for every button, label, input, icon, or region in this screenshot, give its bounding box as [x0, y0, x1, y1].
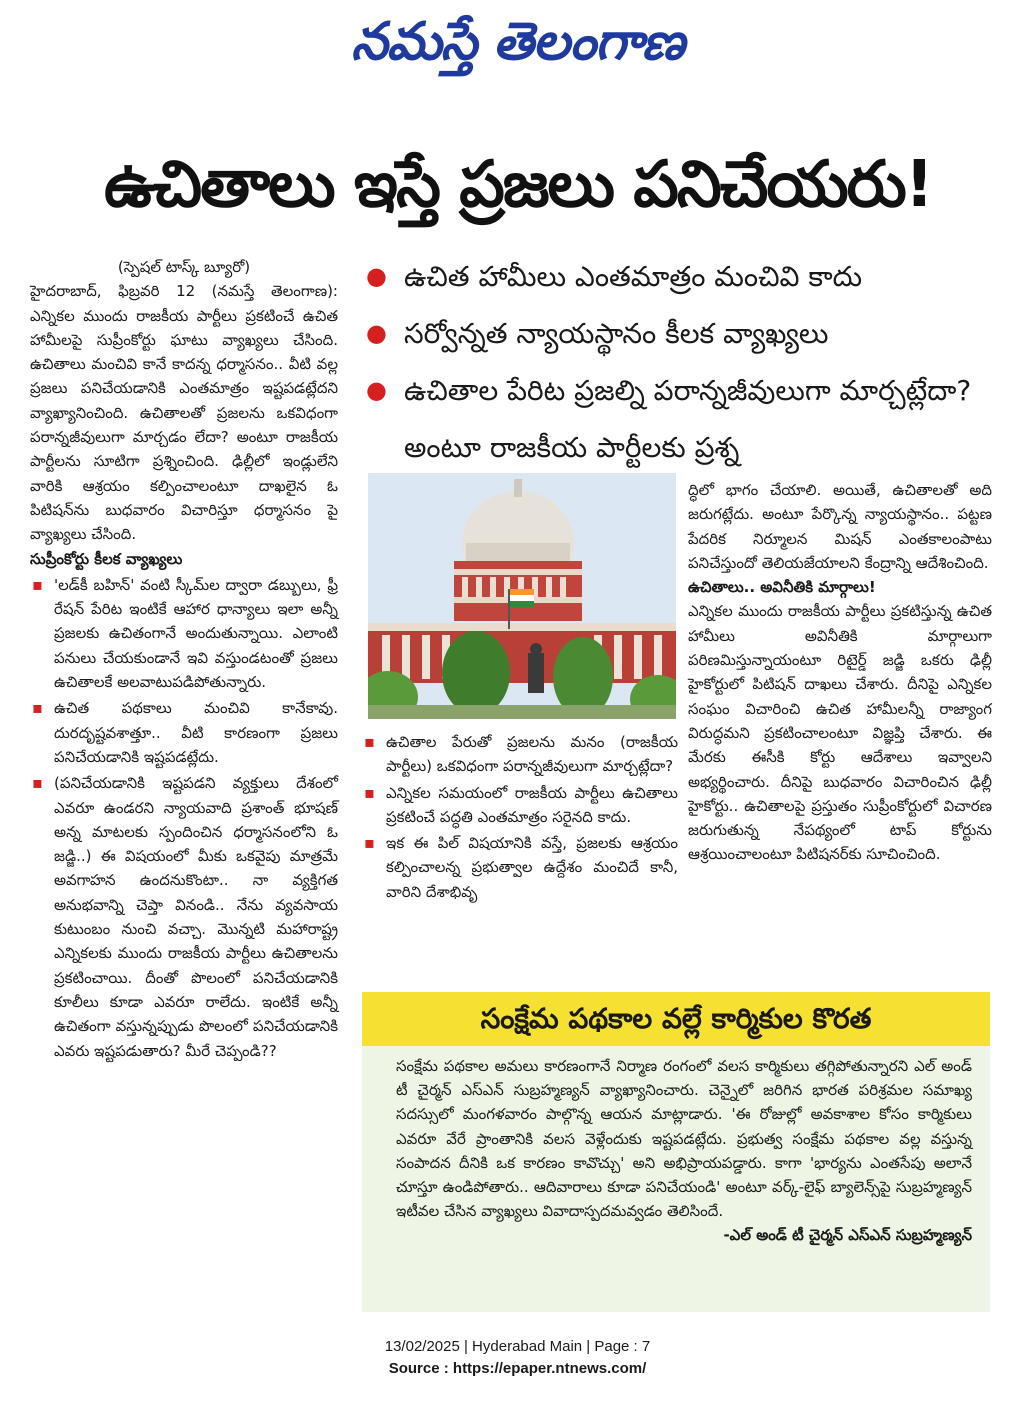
right-body-paragraph: ఎన్నికల ముందు రాజకీయ పార్టీలు ప్రకటిస్తున్న ఉచిత హామీలు అవినీతికి మార్గాలుగా పరిణమిస్తున్నాయంటూ రిటైర్డ్ జడ్జి ఒకరు ఢిల్లీ హైకోర్టులో పిటిషన్ దాఖలు చేశారు. దీనిపై ఎన్నికల సంఘం విచారించి ఉచిత హామీలన్నీ రాజ్యాంగ విరుద్ధమని ప్రకటించాలంటూ విజ్ఞప్తి చేశారు. ఈ మేరకు ఈసీకి కోర్టు ఆదేశాలు ఇవ్వాలని అభ్యర్థించారు. దీనిపై బుధవారం విచారించిన ఢిల్లీ హైకోర్టు.. ఉచితాలపై ప్రస్తుతం సుప్రీంకోర్టులో విచారణ జరుగుతున్న నేపథ్యంలో టాప్ కోర్టును ఆశ్రయించాలంటూ పిటిషనర్‌కు సూచించింది.: [688, 602, 992, 864]
square-bullet-icon: ▪: [364, 732, 375, 751]
supreme-court-photo: [368, 473, 676, 719]
list-item: [30, 771, 338, 1063]
left-subhead: సుప్రీంకోర్టు కీలక వ్యాఖ్యలు: [30, 549, 183, 568]
intro-paragraph: హైదరాబాద్, ఫిబ్రవరి 12 (నమస్తే తెలంగాణ): ఎన్నికల ముందు రాజకీయ పార్టీలు ప్రకటించే ఉచిత హామీలపై సుప్రీంకోర్టు ఘాటు వ్యాఖ్యలు చేసింది. ఉచితాలు మంచివి కానే కాదన్న ధర్మాసనం.. వీటి వల్ల ప్రజలు పనిచేయడానికి ఎంతమాత్రం ఇష్టపడట్లేదని వ్యాఖ్యానించింది. ఉచితాలతో ప్రజలను ఒకవిధంగా పరాన్నజీవులుగా మార్చడం లేదా? అంటూ రాజకీయ పార్టీలను సూటిగా ప్రశ్నించింది. ఢిల్లీలో ఇండ్లులేని వారికి ఆశ్రయం కల్పించాలంటూ దాఖలైన ఓ పిటిషన్‌ను బుధవారం విచారిస్తూ ధర్మాసనం పై వ్యాఖ్యలు చేసింది.: [30, 282, 338, 544]
footer-dateline: 13/02/2025 | Hyderabad Main | Page : 7: [384, 1338, 651, 1355]
right-subhead: ఉచితాలు.. అవినీతికి మార్గాలు!: [688, 578, 876, 597]
bullet-icon: ●: [366, 262, 387, 290]
headline: ఉచితాలు ఇస్తే ప్రజలు పనిచేయరు!: [104, 148, 932, 222]
bullet-icon: ●: [366, 376, 387, 404]
list-item-text: (పనిచేయడానికి ఇష్టపడని వ్యక్తులు దేశంలో ఎవరూ ఉండరని న్యాయవాది ప్రశాంత్ భూషణ్ అన్న మాటలకు స్పందించిన ధర్మాసనంలోని ఓ జడ్జి..) ఈ విషయంలో మీకు ఒకవైపు మాత్రమే అవగాహన ఉందనుకొంటా.. నా వ్యక్తిగత అనుభవాన్ని చెప్తా వినండి.. నేను వ్యవసాయ కుటుంబం నుంచి వచ్చా. మొన్నటి మహారాష్ట్ర ఎన్నికలకు ముందు రాజకీయ పార్టీలు ఉచితాలను ప్రకటించాయి. దీంతో పొలంలో పనిచేయడానికి కూలీలు కూడా ఎవరూ రాలేదు. ఇంటికే అన్నీ ఉచితంగా వస్తున్నప్పుడు పొలంలో పనిచేయడానికి ఎవరు ఇష్టపడుతారు? మీరే చెప్పండి??: [54, 774, 338, 1060]
list-item-text: ఉచిత పథకాలు మంచివి కానేకావు. దురదృష్టవశాత్తూ.. వీటి కారణంగా ప్రజలు పనిచేయడానికి ఇష్టపడట్లేదు.: [54, 699, 338, 766]
highlights-list: [360, 248, 1000, 476]
masthead: [0, 8, 1035, 76]
square-bullet-icon: ▪: [32, 698, 43, 718]
highlight-text: ఉచిత హామీలు ఎంతమాత్రం మంచివి కాదు: [404, 260, 863, 293]
box-body: [362, 1046, 990, 1312]
left-column: [30, 255, 338, 1063]
list-item: [362, 781, 678, 830]
list-item-text: ఉచితాల పేరుతో ప్రజలను మనం (రాజకీయ పార్టీలు) ఒకవిధంగా పరాన్నజీవులుగా మార్చట్లేదా?: [386, 733, 678, 776]
supreme-court-building-icon: [368, 473, 676, 719]
middle-column: [362, 728, 678, 904]
highlight-item: [360, 305, 1000, 362]
highlight-item: [360, 248, 1000, 305]
footer-source: Source : https://epaper.ntnews.com/: [388, 1360, 647, 1377]
square-bullet-icon: ▪: [32, 574, 43, 594]
bullet-icon: ●: [366, 319, 387, 347]
list-item-text: ఇక ఈ పిల్ విషయానికి వస్తే, ప్రజలకు ఆశ్రయం కల్పించాలన్న ప్రభుత్వాల ఉద్దేశం మంచిదే కానీ, వారిని దేశాభివృ: [386, 834, 678, 901]
square-bullet-icon: ▪: [32, 773, 43, 793]
list-item-text: 'లడ్‌కీ బహిన్' వంటి స్కీమ్‌ల ద్వారా డబ్బులు, ఫ్రీ రేషన్ పేరిట ఇంటికే ఆహార ధాన్యాలు ఇలా అన్నీ ప్రజలకు ఉచితంగానే అందుతున్నాయి. ఎలాంటి పనులు చేయకుండానే ఇవి వస్తుండటంతో ప్రజలు ఉచితాలకే అలవాటుపడిపోతున్నారు.: [54, 575, 338, 692]
list-item: [30, 573, 338, 694]
highlight-item: [360, 362, 1000, 476]
square-bullet-icon: ▪: [364, 782, 375, 802]
list-item: [362, 831, 678, 904]
square-bullet-icon: ▪: [364, 833, 375, 853]
box-attribution: -ఎల్ అండ్ టీ చైర్మన్ ఎస్ఎన్ సుబ్రహ్మణ్యన్: [723, 1226, 972, 1245]
continuation-paragraph: ద్ధిలో భాగం చేయాలి. అయితే, ఉచితాలతో అది జరుగట్లేదు. అంటూ పేర్కొన్న న్యాయస్థానం.. పట్టణ పేదరిక నిర్మూలన మిషన్ ఎంతకాలంపాటు పనిచేస్తుందో తెలియజేయాలని కేంద్రాన్ని ఆదేశించింది.: [688, 481, 992, 572]
box-body-text: సంక్షేమ పథకాల అమలు కారణంగానే నిర్మాణ రంగంలో వలస కార్మికులు తగ్గిపోతున్నారని ఎల్ అండ్ టీ చైర్మన్ ఎస్ఎన్ సుబ్రహ్మణ్యన్ వ్యాఖ్యానించారు. చెన్నైలో జరిగిన భారత పరిశ్రమల సమాఖ్య సదస్సులో మంగళవారం పాల్గొన్న ఆయన మాట్లాడారు. 'ఈ రోజుల్లో అవకాశాల కోసం కార్మికులు ఎవరూ వేరే ప్రాంతానికి వలస వెళ్లేందుకు ఇష్టపడట్లేదు. ప్రభుత్వ సంక్షేమ పథకాల వల్ల వస్తున్న సంపాదన దీనికి ఒక కారణం కావొచ్చు' అని అభిప్రాయపడ్డారు. కాగా 'భార్యను ఎంతసేపు అలానే చూస్తూ ఉండిపోతారు.. ఆదివారాలు కూడా పనిచేయండి' అంటూ వర్క్-లైఫ్ బ్యాలెన్స్‌పై సుబ్రహ్మణ్యన్ ఇటీవల చేసిన వ్యాఖ్యలు వివాదాస్పదమవ్వడం తెలిసిందే.: [396, 1057, 972, 1221]
list-item-text: ఎన్నికల సమయంలో రాజకీయ పార్టీలు ఉచితాలు ప్రకటించే పద్ధతి ఎంతమాత్రం సరైనది కాదు.: [386, 783, 678, 826]
byline: (స్పెషల్ టాస్క్ బ్యూరో): [117, 258, 251, 276]
box-title: సంక్షేమ పథకాల వల్లే కార్మికుల కొరత: [362, 992, 990, 1046]
footer: [0, 1336, 1035, 1380]
right-column: [688, 478, 992, 867]
list-item: [362, 730, 678, 779]
highlight-text: ఉచితాల పేరిట ప్రజల్ని పరాన్నజీవులుగా మార్చట్లేదా? అంటూ రాజకీయ పార్టీలకు ప్రశ్న: [404, 374, 972, 464]
masthead-title: నమస్తే తెలంగాణ: [351, 12, 684, 72]
highlight-text: సర్వోన్నత న్యాయస్థానం కీలక వ్యాఖ్యలు: [404, 317, 829, 350]
list-item: [30, 696, 338, 769]
